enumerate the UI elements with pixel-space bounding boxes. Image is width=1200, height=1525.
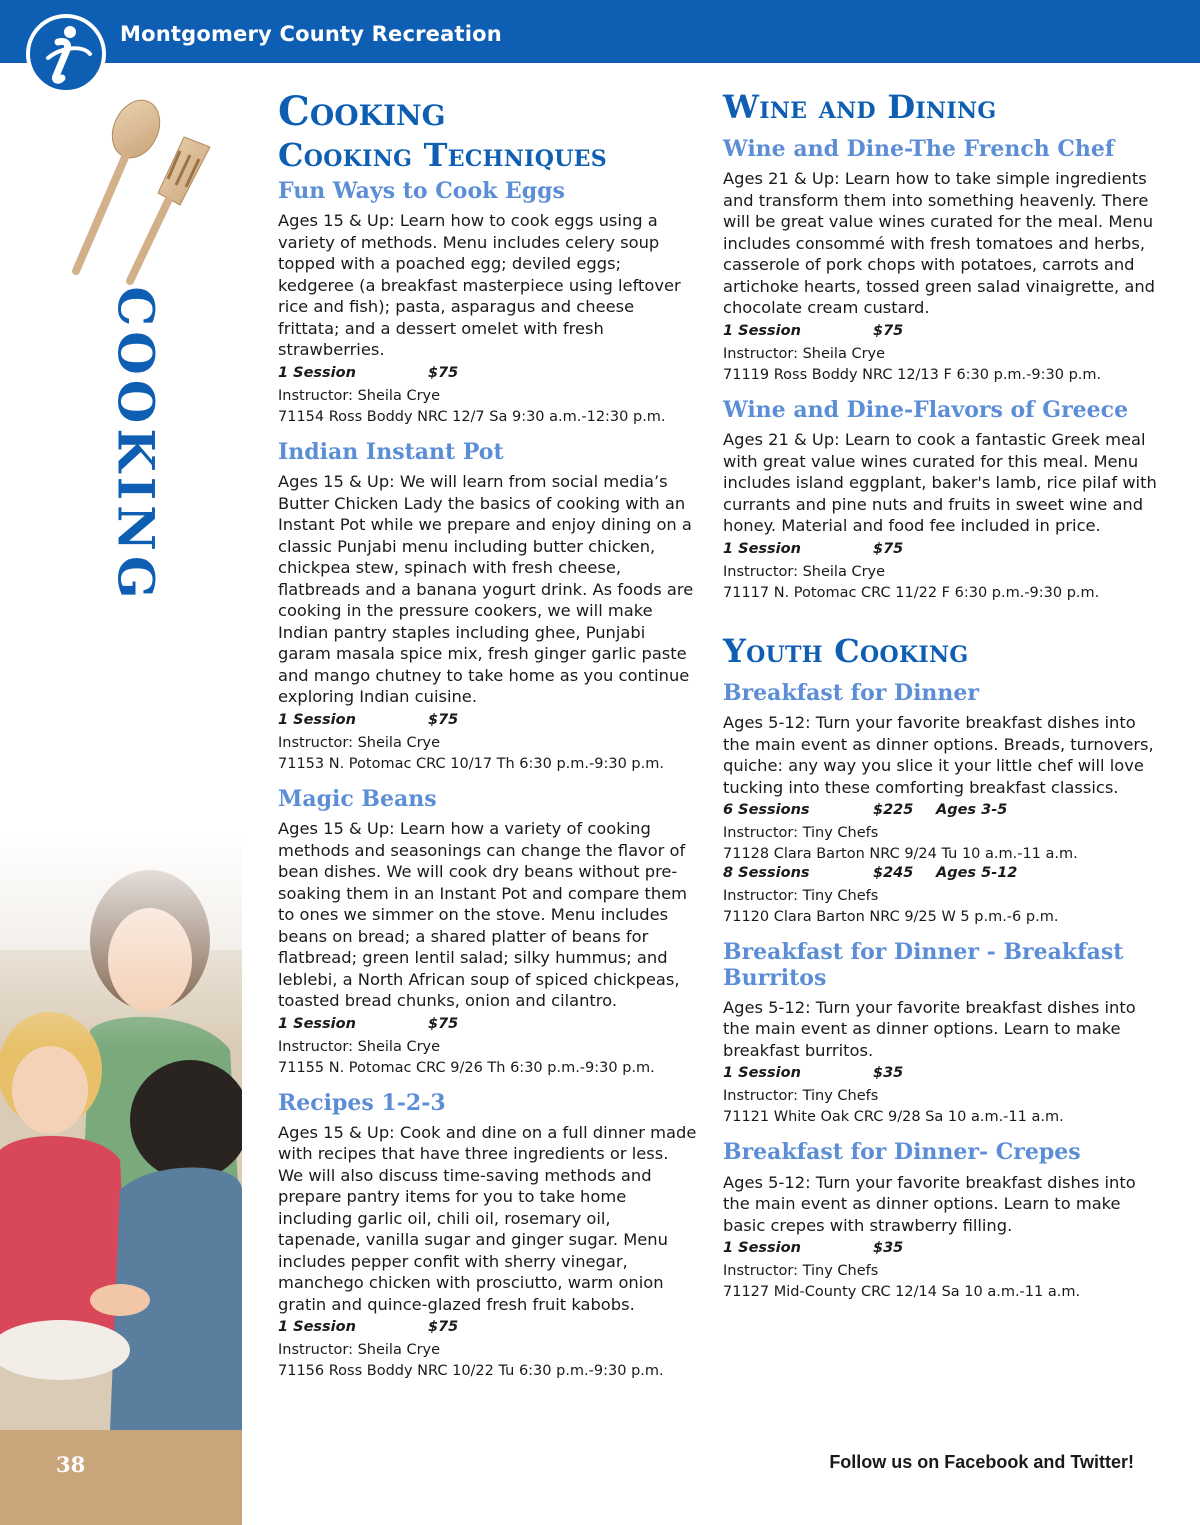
session-count: 8 Sessions [723, 865, 810, 882]
session-count: 1 Session [723, 1065, 801, 1082]
instructor: Instructor: Sheila Crye [723, 563, 886, 580]
wooden-spoons-icon [60, 95, 230, 285]
session-price: $245 [873, 865, 914, 882]
instructor: Instructor: Sheila Crye [278, 1038, 441, 1055]
instructor: Instructor: Tiny Chefs [723, 1088, 879, 1105]
session-count: 1 Session [278, 364, 356, 381]
course-description: Ages 5-12: Turn your favorite breakfast dishes into the main event as dinner options. Learn to make basic crepes with strawberry filling. [723, 1172, 1136, 1235]
course-description: Ages 15 & Up: Cook and dine on a full dinner made with recipes that have three ingredients or less. We will also discuss time-saving methods and prepare pantry items for you to take home including garlic oil, chili oil, rosemary oil, tapenade, vanilla sugar and ginger sugar. Menu includes pepper confit with sherry vinegar, manchego chicken with prosciutto, warm onion gratin and quince-glazed fresh fruit kabobs. [278, 1122, 697, 1314]
subsection-title-cooking-techniques: Cooking Techniques [278, 136, 607, 174]
instructor: Instructor: Sheila Crye [278, 1342, 441, 1359]
session-row [723, 865, 1163, 886]
activity-line: 71121 White Oak CRC 9/28 Sa 10 a.m.-11 a.m. [723, 1109, 1064, 1126]
section-title-wine-dining: Wine and Dining [723, 88, 997, 126]
session-ages: Ages 3-5 [936, 802, 1008, 819]
instructor: Instructor: Tiny Chefs [723, 825, 879, 842]
course-title: Wine and Dine-Flavors of Greece [723, 396, 1129, 423]
session-row [278, 1319, 698, 1340]
page-number: 38 [56, 1452, 86, 1477]
session-price: $75 [428, 1015, 459, 1032]
session-row [278, 365, 698, 386]
session-count: 1 Session [278, 1319, 356, 1336]
course-description: Ages 15 & Up: We will learn from social media’s Butter Chicken Lady the basics of cooking with an Instant Pot while we prepare and enjoy dining on a classic Punjabi menu including butter chicken, chickpea stew, spinach with fresh cheese, flatbreads and a banana yogurt drink. As foods are cooking in the pressure cookers, we will make Indian pantry staples including ghee, Punjabi garam masala spice mix, fresh ginger garlic paste and mango chutney to take home as you continue exploring Indian cuisine. [278, 472, 694, 707]
instructor: Instructor: Sheila Crye [278, 387, 441, 404]
session-price: $75 [428, 711, 459, 728]
course-title: Breakfast for Dinner - Breakfast Burritos [723, 939, 1124, 991]
session-row [723, 1065, 1163, 1086]
activity-line: 71119 Ross Boddy NRC 12/13 F 6:30 p.m.-9:30 p.m. [723, 366, 1102, 383]
course-description: Ages 21 & Up: Learn to cook a fantastic Greek meal with great value wines curated for this meal. Menu includes island eggplant, baker's lamb, rice pilaf with currants and pine nuts and fruits in sweet wine and honey. Material and food fee included in price. [723, 430, 1157, 536]
session-row [723, 802, 1163, 823]
session-price: $225 [873, 802, 914, 819]
course-breakfast-burritos [723, 940, 1163, 1128]
course-title: Recipes 1-2-3 [278, 1089, 446, 1116]
session-count: 1 Session [278, 1015, 356, 1032]
photo-fade-overlay [0, 830, 242, 1050]
course-breakfast-for-dinner [723, 681, 1163, 928]
course-title: Breakfast for Dinner- Crepes [723, 1139, 1081, 1166]
session-price: $35 [873, 1065, 904, 1082]
left-column [278, 90, 698, 1394]
session-ages: Ages 5-12 [936, 865, 1018, 882]
course-recipes-1-2-3 [278, 1091, 698, 1383]
course-magic-beans [278, 787, 698, 1079]
course-indian-instant-pot [278, 440, 698, 775]
vertical-section-title: COOKING [106, 286, 166, 604]
header-title: Montgomery County Recreation [120, 22, 502, 46]
instructor: Instructor: Tiny Chefs [723, 1263, 879, 1280]
course-flavors-greece [723, 398, 1163, 604]
recreation-logo-icon [26, 14, 106, 94]
session-count: 1 Session [278, 711, 356, 728]
session-count: 1 Session [723, 540, 801, 557]
session-price: $75 [873, 322, 904, 339]
activity-line: 71128 Clara Barton NRC 9/24 Tu 10 a.m.-11 a.m. [723, 846, 1078, 863]
instructor: Instructor: Sheila Crye [723, 345, 886, 362]
course-breakfast-crepes [723, 1140, 1163, 1303]
course-title: Wine and Dine-The French Chef [723, 136, 1115, 163]
session-count: 1 Session [723, 1240, 801, 1257]
course-fun-ways-eggs [278, 179, 698, 428]
session-price: $35 [873, 1240, 904, 1257]
session-price: $75 [873, 540, 904, 557]
activity-line: 71153 N. Potomac CRC 10/17 Th 6:30 p.m.-9:30 p.m. [278, 755, 664, 772]
activity-line: 71117 N. Potomac CRC 11/22 F 6:30 p.m.-9:30 p.m. [723, 584, 1100, 601]
course-title: Indian Instant Pot [278, 438, 504, 465]
session-price: $75 [428, 364, 459, 381]
session-row [278, 712, 698, 733]
session-row [723, 541, 1163, 562]
course-description: Ages 21 & Up: Learn how to take simple ingredients and transform them into something heavenly. There will be great value wines curated for the meal. Menu includes consommé with fresh tomatoes and herbs, casserole of pork chops with potatoes, carrots and artichoke hearts, tossed green salad vinaigrette, and chocolate cream custard. [723, 169, 1156, 318]
instructor: Instructor: Sheila Crye [278, 734, 441, 751]
section-title-cooking: Cooking [278, 88, 446, 135]
session-row [723, 323, 1163, 344]
social-follow-note: Follow us on Facebook and Twitter! [829, 1452, 1134, 1472]
course-title: Magic Beans [278, 785, 437, 812]
session-count: 6 Sessions [723, 802, 810, 819]
course-description: Ages 15 & Up: Learn how to cook eggs using a variety of methods. Menu includes celery soup topped with a poached egg; deviled eggs; kedgeree (a breakfast masterpiece using leftover rice and fish); pasta, asparagus and cheese frittata; and a dessert omelet with fresh strawberries. [278, 211, 681, 360]
session-count: 1 Session [723, 322, 801, 339]
session-row [723, 1240, 1163, 1261]
header-bar [0, 0, 1200, 63]
course-description: Ages 5-12: Turn your favorite breakfast dishes into the main event as dinner options. Learn to make breakfast burritos. [723, 997, 1136, 1060]
course-french-chef [723, 137, 1163, 386]
session-price: $75 [428, 1319, 459, 1336]
course-title: Breakfast for Dinner [723, 679, 980, 706]
activity-line: 71120 Clara Barton NRC 9/25 W 5 p.m.-6 p.m. [723, 909, 1059, 926]
course-description: Ages 15 & Up: Learn how a variety of cooking methods and seasonings can change the flavor of bean dishes. We will cook dry beans without pre-soaking them in an Instant Pot and compare them to ones we simmer on the stove. Menu includes beans on bread; a shared platter of beans for flatbread; green lentil salad; silky hummus; and leblebi, a North African soup of spiced chickpeas, toasted bread chunks, onion and cilantro. [278, 819, 688, 1011]
activity-line: 71155 N. Potomac CRC 9/26 Th 6:30 p.m.-9:30 p.m. [278, 1059, 655, 1076]
activity-line: 71127 Mid-County CRC 12/14 Sa 10 a.m.-11 a.m. [723, 1284, 1081, 1301]
right-column [723, 90, 1163, 1315]
activity-line: 71154 Ross Boddy NRC 12/7 Sa 9:30 a.m.-12:30 p.m. [278, 408, 666, 425]
course-title: Fun Ways to Cook Eggs [278, 178, 565, 205]
course-description: Ages 5-12: Turn your favorite breakfast dishes into the main event as dinner options. Breads, turnovers, quiche: any way you slice it your little chef will love tucking into these comforting breakfast classics. [723, 713, 1154, 797]
activity-line: 71156 Ross Boddy NRC 10/22 Tu 6:30 p.m.-9:30 p.m. [278, 1363, 664, 1380]
instructor: Instructor: Tiny Chefs [723, 888, 879, 905]
session-row [278, 1016, 698, 1037]
section-title-youth-cooking: Youth Cooking [723, 631, 969, 670]
